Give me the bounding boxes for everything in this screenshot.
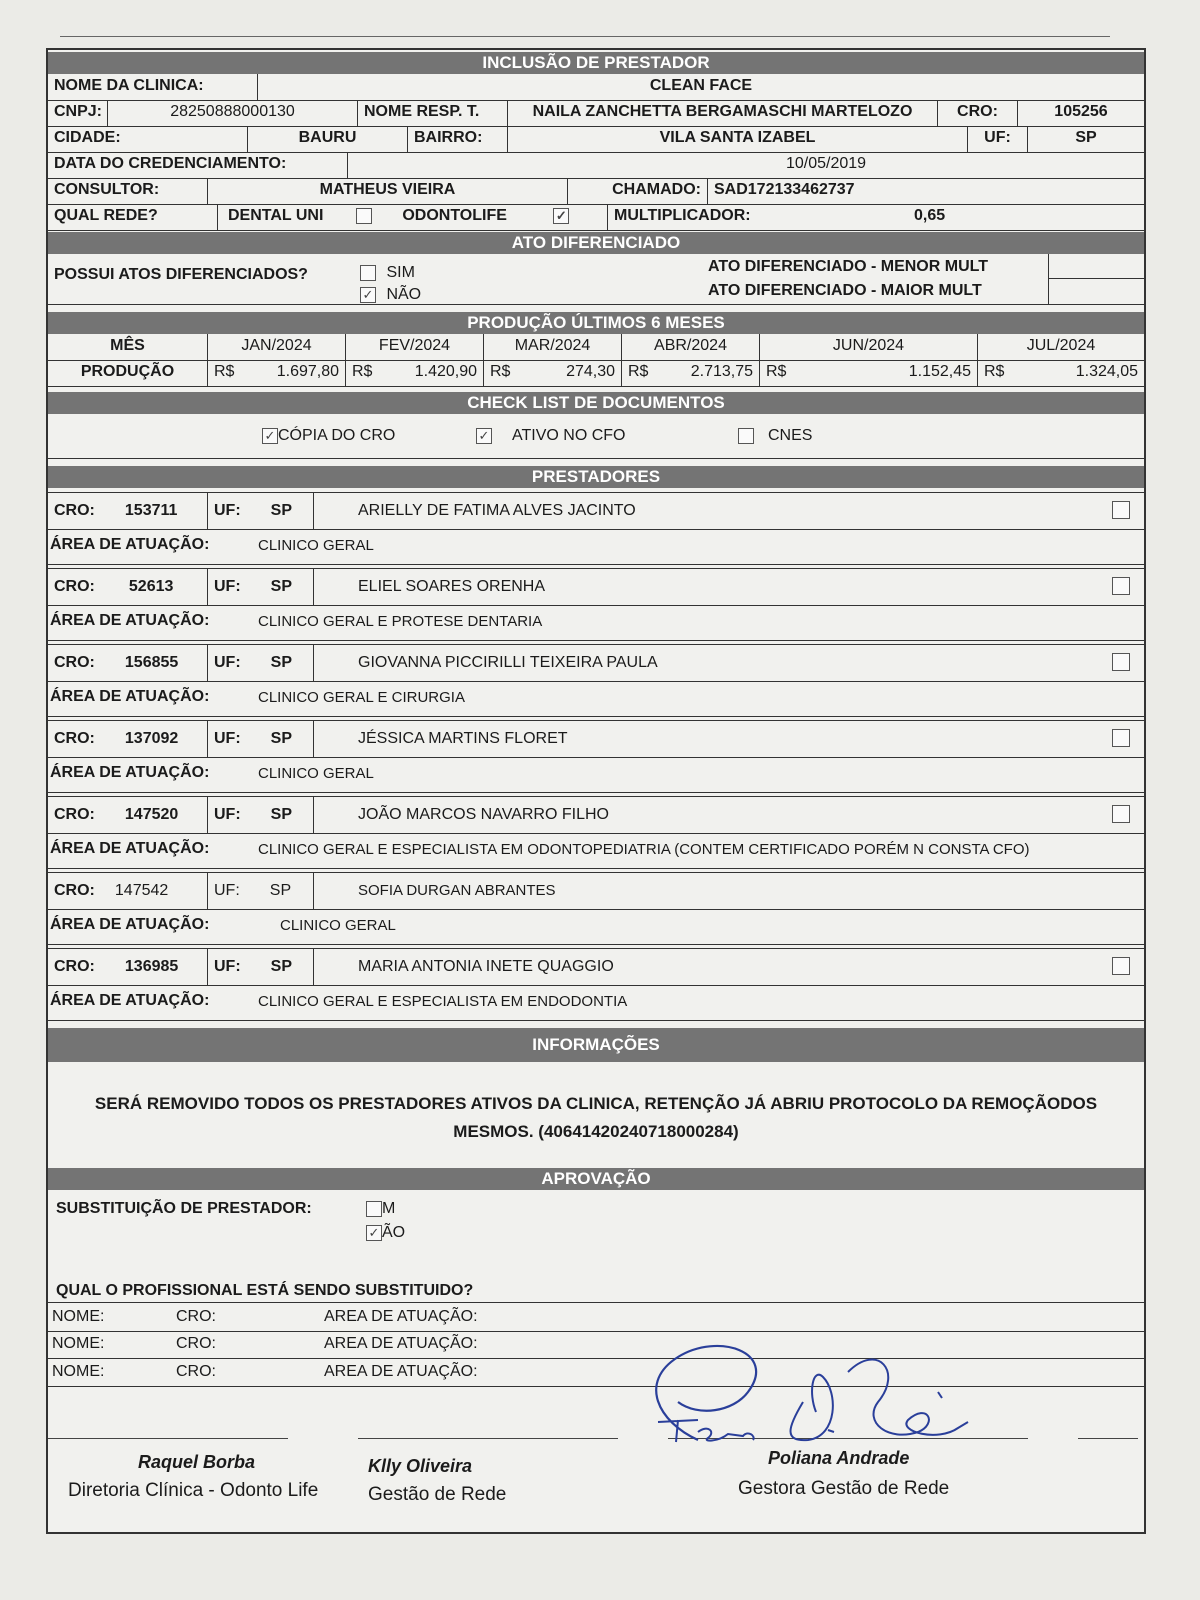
cnpj-row	[48, 100, 1144, 127]
substituido-row	[48, 1302, 1144, 1332]
substituicao-sim-checkbox[interactable]	[366, 1201, 382, 1217]
ato-band: ATO DIFERENCIADO	[48, 232, 1144, 254]
month-5: JUL/2024	[1026, 337, 1096, 354]
prestador-id-row	[48, 492, 1144, 530]
consultor-value: MATHEUS VIEIRA	[208, 178, 568, 204]
prestador-name: MARIA ANTONIA INETE QUAGGIO	[358, 958, 614, 975]
uf-value: SP	[270, 654, 292, 671]
substituicao-sim-option	[366, 1200, 395, 1218]
cro-label: CRO:	[176, 1335, 216, 1352]
checklist-item-cfo	[476, 427, 625, 445]
rede-label: QUAL REDE?	[48, 204, 218, 230]
ato-row	[48, 254, 1144, 305]
area-value: CLINICO GERAL E CIRURGIA	[258, 689, 465, 706]
prestador-area-row	[48, 908, 1144, 945]
currency: R$	[984, 363, 1005, 380]
checklist-cfo-checkbox[interactable]	[476, 428, 492, 444]
date-row	[48, 152, 1144, 179]
area-value: CLINICO GERAL E ESPECIALISTA EM ENDODONTIA	[258, 993, 628, 1010]
month-2: MAR/2024	[484, 334, 622, 360]
uf-value: SP	[270, 502, 292, 519]
prestador-checkbox[interactable]	[1112, 577, 1130, 595]
checklist-cro-checkbox[interactable]	[262, 428, 278, 444]
prestador-checkbox[interactable]	[1112, 805, 1130, 823]
month-3: ABR/2024	[622, 334, 760, 360]
prestador-uf	[208, 949, 314, 985]
rede-row	[48, 204, 1144, 231]
resp-cro-value: 105256	[1054, 103, 1108, 120]
cro-value: 137092	[124, 730, 179, 747]
substituicao-nao-checkbox[interactable]	[366, 1225, 382, 1241]
currency: R$	[628, 363, 649, 380]
prestador-name: SOFIA DURGAN ABRANTES	[358, 882, 556, 899]
cro-label: CRO:	[176, 1363, 216, 1380]
uf-value: SP	[270, 578, 292, 595]
uf-label: UF:	[214, 958, 241, 975]
ato-sim-option	[360, 264, 415, 282]
aprovacao-band: APROVAÇÃO	[48, 1168, 1144, 1190]
prestador-name: JÉSSICA MARTINS FLORET	[358, 730, 568, 747]
area-label: ÁREA DE ATUAÇÃO:	[50, 612, 210, 629]
checklist-row	[48, 414, 1144, 459]
prestador-cro	[48, 721, 208, 757]
prestador-checkbox[interactable]	[1112, 501, 1130, 519]
resp-value: NAILA ZANCHETTA BERGAMASCHI MARTELOZO	[508, 100, 938, 126]
month-0: JAN/2024	[208, 334, 346, 360]
cro-label: CRO:	[176, 1308, 216, 1325]
cro-label: CRO:	[54, 882, 95, 899]
cnpj-label: CNPJ:	[48, 100, 108, 126]
city-value: BAURU	[248, 126, 408, 152]
nome-label: NOME:	[52, 1363, 105, 1380]
producao-values-row	[48, 360, 1144, 387]
prestador-name: GIOVANNA PICCIRILLI TEIXEIRA PAULA	[358, 654, 658, 671]
currency: R$	[214, 363, 235, 380]
rede-dental-uni-checkbox[interactable]	[356, 208, 372, 224]
chamado-label: CHAMADO:	[568, 178, 708, 204]
month-1: FEV/2024	[346, 334, 484, 360]
value-3-amount: 2.713,75	[690, 363, 753, 380]
prestador-uf	[208, 645, 314, 681]
signature-role-3: Gestora Gestão de Rede	[738, 1478, 950, 1499]
prestador-uf	[208, 569, 314, 605]
clinic-name-label: NOME DA CLINICA:	[48, 74, 258, 100]
rede-odontolife-checkbox[interactable]	[553, 208, 569, 224]
ato-sim-checkbox[interactable]	[360, 265, 376, 281]
date-value: 10/05/2019	[785, 155, 867, 172]
value-3	[622, 360, 760, 386]
cro-label: CRO:	[54, 578, 95, 595]
rede-dental-uni-label: DENTAL UNI	[228, 207, 324, 224]
checklist-cfo-label: ATIVO NO CFO	[512, 427, 626, 444]
prestador-uf	[208, 873, 314, 909]
mult-label: MULTIPLICADOR:	[614, 207, 751, 224]
cro-label: CRO:	[54, 730, 95, 747]
uf-label: UF:	[214, 502, 241, 519]
area-label: ÁREA DE ATUAÇÃO:	[50, 536, 210, 553]
bairro-value: VILA SANTA IZABEL	[508, 126, 968, 152]
uf-value: SP	[270, 730, 292, 747]
uf-label: UF:	[214, 654, 241, 671]
cro-label: CRO:	[54, 958, 95, 975]
top-rule	[60, 36, 1110, 37]
ato-nao-option	[360, 286, 421, 304]
value-4	[760, 360, 978, 386]
uf-label: UF:	[214, 730, 241, 747]
uf-label: UF:	[214, 806, 241, 823]
rede-options	[218, 204, 608, 230]
rede-odontolife-label: ODONTOLIFE	[402, 207, 507, 224]
cro-value: 147520	[124, 806, 179, 823]
prestadores-band: PRESTADORES	[48, 466, 1144, 488]
area-label: ÁREA DE ATUAÇÃO:	[50, 916, 210, 933]
value-5-amount: 1.324,05	[1075, 363, 1138, 380]
signature-role-2: Gestão de Rede	[368, 1484, 507, 1505]
value-2-amount: 274,30	[566, 363, 615, 380]
checklist-item-cnes	[738, 427, 812, 445]
area-label: AREA DE ATUAÇÃO:	[324, 1335, 478, 1352]
value-0-amount: 1.697,80	[276, 363, 339, 380]
cro-value: 147542	[114, 882, 169, 899]
ato-menor-label: ATO DIFERENCIADO - MENOR MULT	[708, 258, 988, 275]
ato-sim-label: SIM	[386, 264, 415, 281]
area-label: AREA DE ATUAÇÃO:	[324, 1308, 478, 1325]
area-label: AREA DE ATUAÇÃO:	[324, 1363, 478, 1380]
uf-value: SP	[270, 806, 292, 823]
prestador-uf	[208, 493, 314, 529]
currency: R$	[490, 363, 511, 380]
cro-value: 52613	[128, 578, 174, 595]
area-value: CLINICO GERAL	[258, 765, 374, 782]
month-4: JUN/2024	[760, 334, 978, 360]
cro-label: CRO:	[54, 502, 95, 519]
form-title: INCLUSÃO DE PRESTADOR	[48, 52, 1144, 74]
prestador-checkbox[interactable]	[1112, 729, 1130, 747]
ato-question: POSSUI ATOS DIFERENCIADOS?	[54, 266, 308, 283]
prestador-area-row	[48, 680, 1144, 717]
prestador-area-row	[48, 528, 1144, 565]
uf-label: UF:	[968, 126, 1028, 152]
ato-nao-label: NÃO	[386, 286, 422, 303]
substituicao-nao-option	[366, 1224, 405, 1242]
mes-label: MÊS	[48, 334, 208, 360]
prestador-block	[48, 796, 1144, 872]
value-1	[346, 360, 484, 386]
value-4-amount: 1.152,45	[908, 363, 971, 380]
checklist-band: CHECK LIST DE DOCUMENTOS	[48, 392, 1144, 414]
signature-line	[48, 1438, 288, 1439]
prestador-cro	[48, 569, 208, 605]
area-label: ÁREA DE ATUAÇÃO:	[50, 840, 210, 857]
signature-name-3: Poliana Andrade	[768, 1448, 910, 1468]
checklist-cnes-label: CNES	[768, 427, 813, 444]
consultor-label: CONSULTOR:	[48, 178, 208, 204]
substituicao-sim-label: M	[382, 1200, 396, 1217]
handwritten-signature	[638, 1332, 998, 1450]
ato-value-split	[1048, 278, 1144, 279]
signature-role-1: Diretoria Clínica - Odonto Life	[68, 1480, 319, 1501]
prestador-block	[48, 872, 1144, 948]
nome-label: NOME:	[52, 1308, 105, 1325]
producao-band: PRODUÇÃO ÚLTIMOS 6 MESES	[48, 312, 1144, 334]
prestador-id-row	[48, 644, 1144, 682]
prestador-checkbox[interactable]	[1112, 957, 1130, 975]
cro-value: 156855	[124, 654, 179, 671]
prestador-cro	[48, 797, 208, 833]
prestador-area-row	[48, 756, 1144, 793]
city-label: CIDADE:	[48, 126, 248, 152]
producao-label: PRODUÇÃO	[48, 360, 208, 386]
bairro-label: BAIRRO:	[408, 126, 508, 152]
informacoes-band: INFORMAÇÕES	[48, 1028, 1144, 1062]
prestador-id-row	[48, 796, 1144, 834]
prestador-id-row	[48, 948, 1144, 986]
checklist-cro-label: CÓPIA DO CRO	[278, 427, 396, 444]
resp-cro-label: CRO:	[938, 100, 1018, 126]
city-row	[48, 126, 1144, 153]
informacoes-line-2: MESMOS. (40641420240718000284)	[453, 1122, 739, 1141]
value-5	[978, 360, 1144, 386]
substituicao-label: SUBSTITUIÇÃO DE PRESTADOR:	[56, 1200, 312, 1217]
ato-value-divider	[1048, 254, 1049, 304]
prestador-uf	[208, 797, 314, 833]
cro-value: 136985	[124, 958, 179, 975]
prestador-block	[48, 568, 1144, 644]
prestador-checkbox[interactable]	[1112, 653, 1130, 671]
cnpj-value: 28250888000130	[108, 100, 358, 126]
prestador-cro	[48, 949, 208, 985]
nome-label: NOME:	[52, 1335, 105, 1352]
value-2	[484, 360, 622, 386]
ato-maior-label: ATO DIFERENCIADO - MAIOR MULT	[708, 282, 982, 299]
uf-label: UF:	[214, 882, 240, 899]
prestador-area-row	[48, 832, 1144, 869]
prestador-cro	[48, 873, 208, 909]
prestador-block	[48, 644, 1144, 720]
prestador-name: ELIEL SOARES ORENHA	[358, 578, 546, 595]
uf-value: SP	[270, 958, 292, 975]
cro-label: CRO:	[54, 806, 95, 823]
clinic-row	[48, 74, 1144, 101]
area-value: CLINICO GERAL	[258, 537, 374, 554]
ato-nao-checkbox[interactable]	[360, 287, 376, 303]
prestador-cro	[48, 493, 208, 529]
consultor-row	[48, 178, 1144, 205]
prestador-block	[48, 948, 1144, 1024]
prestador-name: ARIELLY DE FATIMA ALVES JACINTO	[358, 502, 636, 519]
substituicao-nao-label: ÃO	[382, 1224, 406, 1241]
cro-label: CRO:	[54, 654, 95, 671]
substituido-question: QUAL O PROFISSIONAL ESTÁ SENDO SUBSTITUIDO?	[56, 1282, 474, 1299]
prestador-name: JOÃO MARCOS NAVARRO FILHO	[358, 806, 609, 823]
prestador-cro	[48, 645, 208, 681]
area-value: CLINICO GERAL E PROTESE DENTARIA	[258, 613, 543, 630]
signature-line	[358, 1438, 618, 1439]
prestador-id-row	[48, 872, 1144, 910]
checklist-cnes-checkbox[interactable]	[738, 428, 754, 444]
value-0	[208, 360, 346, 386]
chamado-value: SAD172133462737	[714, 181, 855, 198]
area-label: ÁREA DE ATUAÇÃO:	[50, 688, 210, 705]
currency: R$	[352, 363, 373, 380]
area-value: CLINICO GERAL	[280, 917, 396, 934]
informacoes-line-1: SERÁ REMOVIDO TODOS OS PRESTADORES ATIVOS DA CLINICA, RETENÇÃO JÁ ABRIU PROTOCOLO DA REMOÇÃODOS	[94, 1094, 1098, 1113]
prestador-area-row	[48, 604, 1144, 641]
prestador-id-row	[48, 720, 1144, 758]
prestador-id-row	[48, 568, 1144, 606]
signature-name-2: Klly Oliveira	[368, 1456, 473, 1476]
clinic-name: CLEAN FACE	[649, 77, 753, 94]
checklist-item-cro	[262, 427, 395, 445]
currency: R$	[766, 363, 787, 380]
prestador-block	[48, 492, 1144, 568]
inclusion-form	[46, 48, 1146, 1534]
cro-value: 153711	[124, 502, 178, 519]
area-value: CLINICO GERAL E ESPECIALISTA EM ODONTOPEDIATRIA (CONTEM CERTIFICADO PORÉM N CONSTA CFO)	[258, 841, 1030, 858]
mult-value: 0,65	[914, 207, 946, 224]
resp-label: NOME RESP. T.	[358, 100, 508, 126]
date-label: DATA DO CREDENCIAMENTO:	[48, 152, 348, 178]
area-label: ÁREA DE ATUAÇÃO:	[50, 764, 210, 781]
prestador-area-row	[48, 984, 1144, 1021]
prestador-uf	[208, 721, 314, 757]
producao-months-row	[48, 334, 1144, 361]
prestador-block	[48, 720, 1144, 796]
signature-name-1: Raquel Borba	[138, 1452, 256, 1472]
area-label: ÁREA DE ATUAÇÃO:	[50, 992, 210, 1009]
value-1-amount: 1.420,90	[414, 363, 477, 380]
uf-value: SP	[1075, 129, 1097, 146]
uf-value: SP	[269, 882, 292, 899]
uf-label: UF:	[214, 578, 241, 595]
signature-line	[1078, 1438, 1138, 1439]
